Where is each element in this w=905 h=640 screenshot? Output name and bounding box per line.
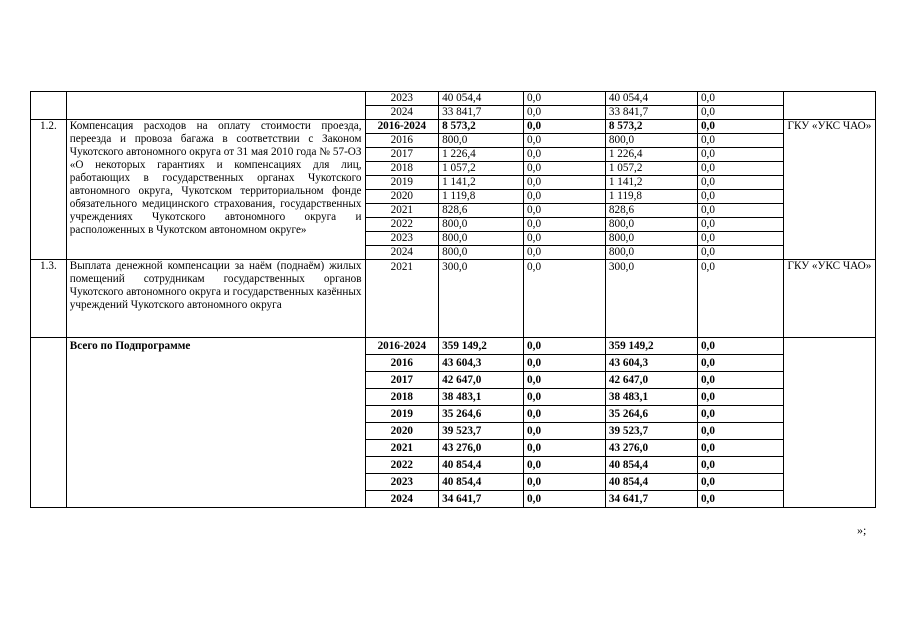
local-cell: 0,0: [697, 246, 783, 260]
okrug-cell: 38 483,1: [605, 389, 697, 406]
table-row: [31, 120, 876, 134]
fed-cell: 0,0: [524, 260, 606, 338]
okrug-cell: 33 841,7: [605, 106, 697, 120]
total-cell: 800,0: [439, 134, 524, 148]
table-row: [31, 260, 876, 338]
local-cell: 0,0: [697, 106, 783, 120]
year-cell: 2016-2024: [365, 338, 439, 355]
total-cell: 1 119,8: [439, 190, 524, 204]
total-cell: 1 057,2: [439, 162, 524, 176]
total-cell: 43 276,0: [439, 440, 524, 457]
local-cell: 0,0: [697, 92, 783, 106]
total-cell: 1 141,2: [439, 176, 524, 190]
total-label: Всего по Подпрограмме: [66, 338, 365, 508]
okrug-cell: 800,0: [605, 218, 697, 232]
local-cell: 0,0: [697, 406, 783, 423]
okrug-cell: 800,0: [605, 246, 697, 260]
local-cell: 0,0: [697, 338, 783, 355]
okrug-cell: 800,0: [605, 134, 697, 148]
okrug-cell: 359 149,2: [605, 338, 697, 355]
year-cell: 2022: [365, 218, 439, 232]
fed-cell: 0,0: [524, 440, 606, 457]
total-cell: 359 149,2: [439, 338, 524, 355]
total-cell: 33 841,7: [439, 106, 524, 120]
year-cell: 2022: [365, 457, 439, 474]
local-cell: 0,0: [697, 372, 783, 389]
year-cell: 2024: [365, 491, 439, 508]
fed-cell: 0,0: [524, 389, 606, 406]
year-cell: 2023: [365, 232, 439, 246]
total-cell: 34 641,7: [439, 491, 524, 508]
item-description: Выплата денежной компенсации за наём (поднаём) жилых помещений сотрудникам государственных органов Чукотского автономного округа и государственных казённых учреждений Чукотского автономного округа: [66, 260, 365, 338]
year-cell: 2017: [365, 372, 439, 389]
fed-cell: 0,0: [524, 474, 606, 491]
fed-cell: 0,0: [524, 491, 606, 508]
local-cell: 0,0: [697, 204, 783, 218]
total-cell: 800,0: [439, 232, 524, 246]
item-number: 1.2.: [31, 120, 67, 260]
total-cell: 35 264,6: [439, 406, 524, 423]
fed-cell: 0,0: [524, 355, 606, 372]
local-cell: 0,0: [697, 176, 783, 190]
okrug-cell: 1 057,2: [605, 162, 697, 176]
okrug-cell: 800,0: [605, 232, 697, 246]
okrug-cell: 43 276,0: [605, 440, 697, 457]
fed-cell: 0,0: [524, 190, 606, 204]
total-cell: 1 226,4: [439, 148, 524, 162]
year-cell: 2023: [365, 474, 439, 491]
local-cell: 0,0: [697, 355, 783, 372]
local-cell: 0,0: [697, 232, 783, 246]
table-row: [31, 92, 876, 106]
fed-cell: 0,0: [524, 423, 606, 440]
fed-cell: 0,0: [524, 204, 606, 218]
num-cell-empty: [31, 338, 67, 508]
total-cell: 38 483,1: [439, 389, 524, 406]
fed-cell: 0,0: [524, 218, 606, 232]
executor-cell: ГКУ «УКС ЧАО»: [783, 120, 875, 260]
fed-cell: 0,0: [524, 457, 606, 474]
okrug-cell: 828,6: [605, 204, 697, 218]
fed-cell: 0,0: [524, 106, 606, 120]
total-cell: 43 604,3: [439, 355, 524, 372]
year-cell: 2017: [365, 148, 439, 162]
year-cell: 2016: [365, 355, 439, 372]
desc-cell-empty: [66, 92, 365, 120]
year-cell: 2024: [365, 106, 439, 120]
fed-cell: 0,0: [524, 134, 606, 148]
local-cell: 0,0: [697, 474, 783, 491]
okrug-cell: 40 054,4: [605, 92, 697, 106]
total-cell: 800,0: [439, 218, 524, 232]
table-row: [31, 338, 876, 355]
year-cell: 2019: [365, 406, 439, 423]
okrug-cell: 34 641,7: [605, 491, 697, 508]
fed-cell: 0,0: [524, 406, 606, 423]
local-cell: 0,0: [697, 260, 783, 338]
fed-cell: 0,0: [524, 162, 606, 176]
total-cell: 42 647,0: [439, 372, 524, 389]
okrug-cell: 43 604,3: [605, 355, 697, 372]
local-cell: 0,0: [697, 190, 783, 204]
okrug-cell: 8 573,2: [605, 120, 697, 134]
fed-cell: 0,0: [524, 92, 606, 106]
year-cell: 2023: [365, 92, 439, 106]
local-cell: 0,0: [697, 134, 783, 148]
okrug-cell: 300,0: [605, 260, 697, 338]
local-cell: 0,0: [697, 423, 783, 440]
item-number: 1.3.: [31, 260, 67, 338]
total-cell: 300,0: [439, 260, 524, 338]
fed-cell: 0,0: [524, 338, 606, 355]
executor-cell: ГКУ «УКС ЧАО»: [783, 260, 875, 338]
okrug-cell: 40 854,4: [605, 474, 697, 491]
okrug-cell: 35 264,6: [605, 406, 697, 423]
year-cell: 2016-2024: [365, 120, 439, 134]
fed-cell: 0,0: [524, 232, 606, 246]
fed-cell: 0,0: [524, 176, 606, 190]
total-cell: 8 573,2: [439, 120, 524, 134]
exec-cell-empty: [783, 338, 875, 508]
item-description: Компенсация расходов на оплату стоимости проезда, переезда и провоза багажа в соответствии с Законом Чукотского автономного округа от 31 мая 2010 года № 57-ОЗ «О некоторых гарантиях и компенсациях для лиц, работающих в государственных органах Чукотского автономного округа, Чукотском территориальном фонде обязательного медицинского страхования, государственных учреждениях Чукотского автономного округа и расположенных в Чукотском автономном округе»: [66, 120, 365, 260]
fed-cell: 0,0: [524, 148, 606, 162]
fed-cell: 0,0: [524, 246, 606, 260]
num-cell-empty: [31, 92, 67, 120]
local-cell: 0,0: [697, 440, 783, 457]
fed-cell: 0,0: [524, 120, 606, 134]
year-cell: 2021: [365, 260, 439, 338]
year-cell: 2018: [365, 162, 439, 176]
okrug-cell: 1 119,8: [605, 190, 697, 204]
year-cell: 2024: [365, 246, 439, 260]
closing-quote-mark: »;: [857, 523, 867, 537]
exec-cell-empty: [783, 92, 875, 120]
year-cell: 2021: [365, 440, 439, 457]
year-cell: 2019: [365, 176, 439, 190]
fed-cell: 0,0: [524, 372, 606, 389]
local-cell: 0,0: [697, 457, 783, 474]
year-cell: 2016: [365, 134, 439, 148]
total-cell: 828,6: [439, 204, 524, 218]
local-cell: 0,0: [697, 218, 783, 232]
year-cell: 2020: [365, 190, 439, 204]
okrug-cell: 42 647,0: [605, 372, 697, 389]
budget-table: [30, 91, 876, 508]
okrug-cell: 40 854,4: [605, 457, 697, 474]
local-cell: 0,0: [697, 120, 783, 134]
total-cell: 800,0: [439, 246, 524, 260]
local-cell: 0,0: [697, 162, 783, 176]
year-cell: 2018: [365, 389, 439, 406]
year-cell: 2020: [365, 423, 439, 440]
local-cell: 0,0: [697, 389, 783, 406]
okrug-cell: 1 141,2: [605, 176, 697, 190]
local-cell: 0,0: [697, 491, 783, 508]
local-cell: 0,0: [697, 148, 783, 162]
okrug-cell: 1 226,4: [605, 148, 697, 162]
okrug-cell: 39 523,7: [605, 423, 697, 440]
year-cell: 2021: [365, 204, 439, 218]
total-cell: 39 523,7: [439, 423, 524, 440]
total-cell: 40 854,4: [439, 457, 524, 474]
total-cell: 40 054,4: [439, 92, 524, 106]
total-cell: 40 854,4: [439, 474, 524, 491]
